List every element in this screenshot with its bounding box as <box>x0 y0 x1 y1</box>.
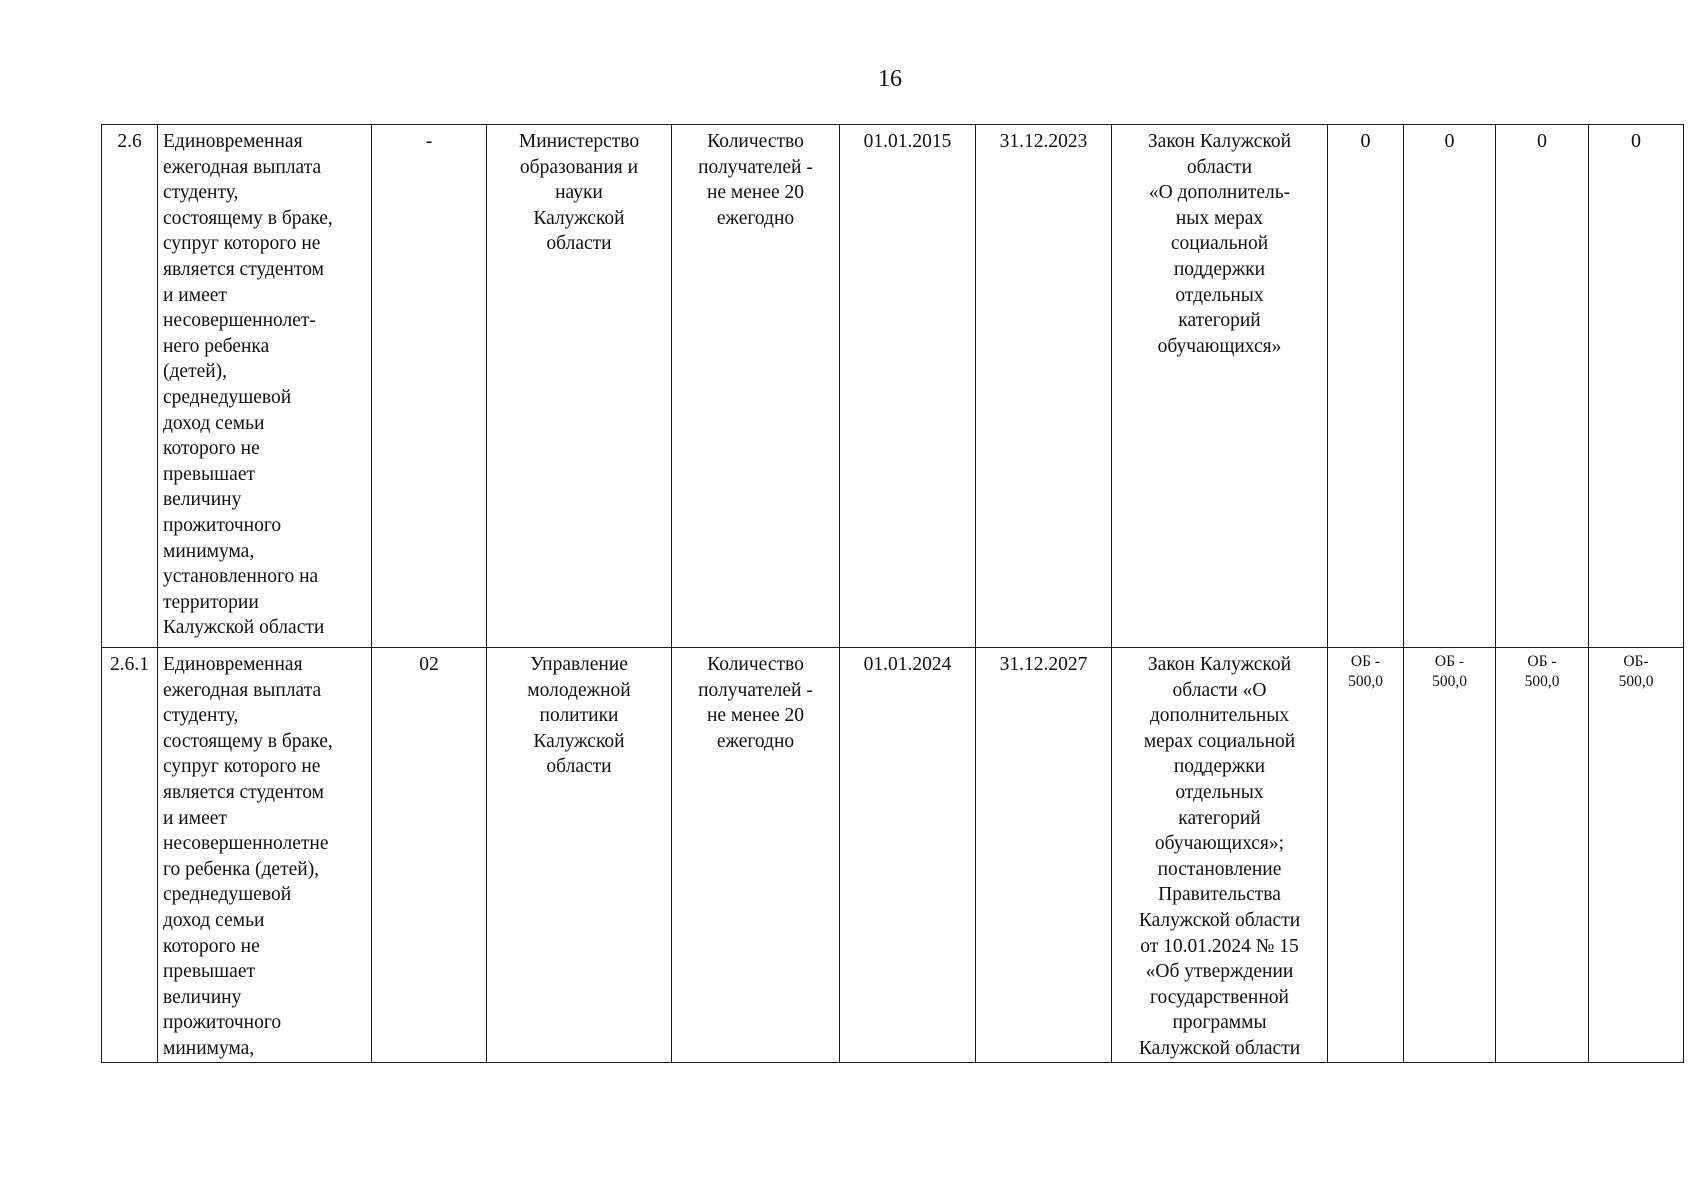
cell-line: категорий <box>1178 807 1261 829</box>
table-row <box>102 125 1684 648</box>
cell-line: науки <box>555 182 603 204</box>
cell-line: обучающихся» <box>1157 335 1282 357</box>
code-cell: 02 <box>372 648 487 1063</box>
cell-line: установленного на <box>163 566 319 588</box>
cell-line: ОБ - <box>1350 653 1381 670</box>
indicator-cell <box>672 648 840 1063</box>
funding-year-cell <box>1404 648 1496 1063</box>
cell-line: ежегодная выплата <box>163 156 322 178</box>
legal-basis-cell <box>1112 648 1328 1063</box>
cell-line: категорий <box>1178 310 1261 332</box>
cell-line: (детей), <box>163 361 228 383</box>
cell-line: среднедушевой <box>163 884 292 906</box>
cell-line: Калужской <box>533 730 625 752</box>
cell-line: величину <box>163 489 242 511</box>
funding-year-cell <box>1496 648 1589 1063</box>
cell-line: области «О <box>1172 679 1267 701</box>
funding-year-cell <box>1404 125 1496 648</box>
start-date-cell: 01.01.2015 <box>840 125 976 648</box>
cell-line: и имеет <box>163 807 227 829</box>
funding-year-cell <box>1328 648 1404 1063</box>
cell-line: от 10.01.2024 № 15 <box>1140 935 1299 957</box>
measure-description-cell <box>158 125 372 648</box>
cell-line: ежегодная выплата <box>163 679 322 701</box>
cell-line: Единовременная <box>163 131 303 152</box>
page-number: 16 <box>878 66 902 92</box>
cell-line: обучающихся»; <box>1154 833 1285 855</box>
cell-line: доход семьи <box>163 909 265 931</box>
cell-line: Закон Калужской <box>1147 654 1292 675</box>
funding-year-cell <box>1328 125 1404 648</box>
cell-line: 0 <box>1444 130 1455 152</box>
cell-line: Калужской области <box>1138 1037 1301 1059</box>
cell-line: получателей - <box>698 156 813 178</box>
cell-line: социальной <box>1170 233 1269 255</box>
cell-line: молодежной <box>527 679 631 701</box>
cell-line: является студентом <box>163 781 324 803</box>
cell-line: области <box>546 756 612 778</box>
cell-line: поддержки <box>1173 756 1266 778</box>
cell-line: поддержки <box>1173 258 1266 280</box>
cell-line: 500,0 <box>1432 673 1467 690</box>
cell-line: минимума, <box>163 540 255 562</box>
start-date-cell: 01.01.2024 <box>840 648 976 1063</box>
cell-line: не менее 20 <box>706 705 805 727</box>
cell-line: территории <box>163 591 259 613</box>
cell-line: несовершеннолет- <box>163 310 316 332</box>
cell-line: среднедушевой <box>163 386 292 408</box>
cell-line: получателей - <box>698 679 813 701</box>
cell-line: студенту, <box>163 705 239 727</box>
cell-line: превышает <box>163 463 255 485</box>
cell-line: отдельных <box>1175 781 1264 803</box>
cell-line: состоящему в браке, <box>163 730 333 752</box>
cell-line: дополнительных <box>1149 705 1290 727</box>
cell-line: ежегодно <box>716 730 795 752</box>
cell-line: супруг которого не <box>163 756 321 778</box>
cell-line: Единовременная <box>163 654 303 675</box>
cell-line: которого не <box>163 935 260 957</box>
cell-line: него ребенка <box>163 335 270 357</box>
responsible-executor-cell <box>487 125 672 648</box>
measure-description-cell <box>158 648 372 1063</box>
cell-line: отдельных <box>1175 284 1264 306</box>
program-measures-table <box>101 124 1684 1063</box>
cell-line: и имеет <box>163 284 227 306</box>
cell-line: превышает <box>163 961 255 983</box>
cell-line: Правительства <box>1158 884 1281 906</box>
cell-line: ОБ - <box>1527 653 1557 670</box>
cell-line: супруг которого не <box>163 233 321 255</box>
end-date-cell: 31.12.2027 <box>976 648 1112 1063</box>
cell-line: программы <box>1172 1012 1267 1034</box>
cell-line: состоящему в браке, <box>163 207 333 229</box>
cell-line: области <box>1186 156 1253 178</box>
cell-line: Управление <box>530 654 628 675</box>
end-date-cell: 31.12.2023 <box>976 125 1112 648</box>
cell-line: 0 <box>1537 130 1547 152</box>
cell-line: ежегодно <box>716 207 795 229</box>
code-cell: - <box>372 125 487 648</box>
cell-line: мерах социальной <box>1143 730 1296 752</box>
row-number-cell: 2.6 <box>102 125 158 648</box>
funding-year-cell <box>1589 648 1684 1063</box>
cell-line: минимума, <box>163 1037 255 1059</box>
cell-line: студенту, <box>163 182 239 204</box>
row-number-cell: 2.6.1 <box>102 648 158 1063</box>
cell-line: Калужской области <box>163 617 325 639</box>
cell-line: ОБ- <box>1623 653 1649 670</box>
cell-line: государственной <box>1150 986 1289 1008</box>
cell-line: прожиточного <box>163 1012 282 1034</box>
cell-line: доход семьи <box>163 412 265 434</box>
funding-year-cell <box>1589 125 1684 648</box>
cell-line: 0 <box>1360 130 1371 152</box>
cell-line: Закон Калужской <box>1147 131 1292 152</box>
funding-year-cell <box>1496 125 1589 648</box>
cell-line: го ребенка (детей), <box>163 858 320 880</box>
cell-line: Министерство <box>518 131 640 152</box>
cell-line: ОБ - <box>1434 653 1465 670</box>
cell-line: образования и <box>519 156 639 178</box>
cell-line: Количество <box>707 131 804 152</box>
cell-line: несовершеннолетне <box>163 833 329 855</box>
cell-line: Количество <box>707 654 804 675</box>
cell-line: которого не <box>163 438 260 460</box>
indicator-cell <box>672 125 840 648</box>
cell-line: «О дополнитель- <box>1148 182 1291 204</box>
cell-line: не менее 20 <box>706 182 805 204</box>
cell-line: 500,0 <box>1524 673 1560 690</box>
cell-line: Калужской <box>533 207 625 229</box>
cell-line: 500,0 <box>1618 673 1654 690</box>
cell-line: политики <box>539 705 619 727</box>
cell-line: является студентом <box>163 258 324 280</box>
legal-basis-cell <box>1112 125 1328 648</box>
table-row <box>102 648 1684 1063</box>
cell-line: величину <box>163 986 242 1008</box>
responsible-executor-cell <box>487 648 672 1063</box>
cell-line: ных мерах <box>1175 207 1264 229</box>
cell-line: Калужской области <box>1138 909 1301 931</box>
cell-line: 500,0 <box>1348 673 1383 690</box>
cell-line: 0 <box>1631 130 1641 152</box>
cell-line: области <box>546 233 612 255</box>
cell-line: прожиточного <box>163 514 282 536</box>
cell-line: «Об утверждении <box>1145 961 1294 983</box>
cell-line: постановление <box>1157 858 1282 880</box>
